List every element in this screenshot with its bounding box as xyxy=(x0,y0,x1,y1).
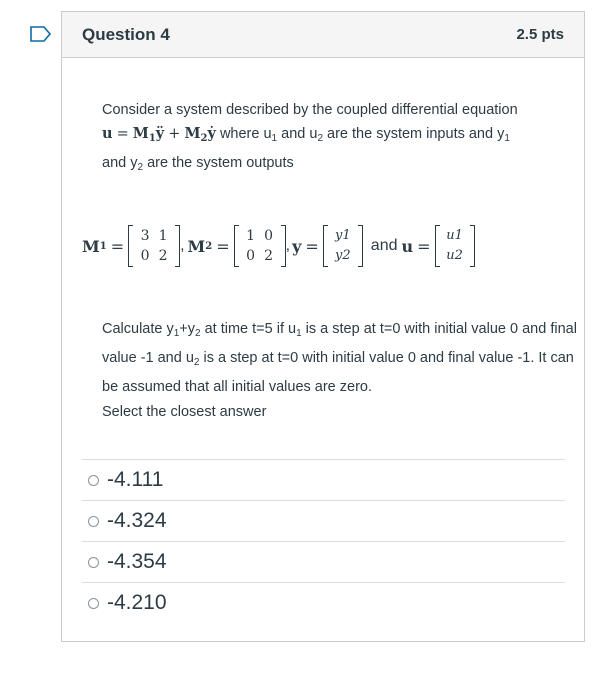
select-prompt: Select the closest answer xyxy=(102,404,267,420)
matrix-m1: 3 1 0 2 xyxy=(128,225,180,267)
answer-option-1[interactable]: -4.111 xyxy=(82,459,565,500)
radio-button-icon[interactable] xyxy=(88,475,99,486)
question-intro: Consider a system described by the coupled differential equation $u = M_1ÿ$ + $M_2ẏ$ where $u_1$ and $u_2$ are the system inputs and $y_1$ and $y_2$ are the system outputs xyxy=(102,102,518,173)
question-title: Question 4 xyxy=(82,24,170,44)
answer-option-3[interactable]: -4.354 xyxy=(82,541,565,582)
task-text: Calculate $y_1+y_2$ at time t=5 if $u_1$ is a step at t=0 with initial value 0 and final value -1 and $u_2$ is a step at t=0 with initial value 0 and final value -1. It can be assumed that all initial values are zero. xyxy=(102,321,577,395)
question-header xyxy=(62,12,584,58)
matrix-definitions: M 1 = 3 1 0 2 , M 2 = 1 0 0 2 , y = y1 y2 and u = u1 u2 xyxy=(82,216,562,276)
answer-list xyxy=(82,459,565,623)
vector-u: u1 u2 xyxy=(435,225,475,267)
question-card xyxy=(61,11,585,642)
radio-button-icon[interactable] xyxy=(88,598,99,609)
bookmark-flag-icon[interactable] xyxy=(30,26,52,42)
answer-option-4[interactable]: -4.210 xyxy=(82,582,565,623)
question-points: 2.5 pts xyxy=(516,26,564,43)
radio-button-icon[interactable] xyxy=(88,516,99,527)
vector-y: y1 y2 xyxy=(323,225,363,267)
matrix-m2: 1 0 0 2 xyxy=(234,225,286,267)
answer-option-2[interactable]: -4.324 xyxy=(82,500,565,541)
radio-button-icon[interactable] xyxy=(88,557,99,568)
